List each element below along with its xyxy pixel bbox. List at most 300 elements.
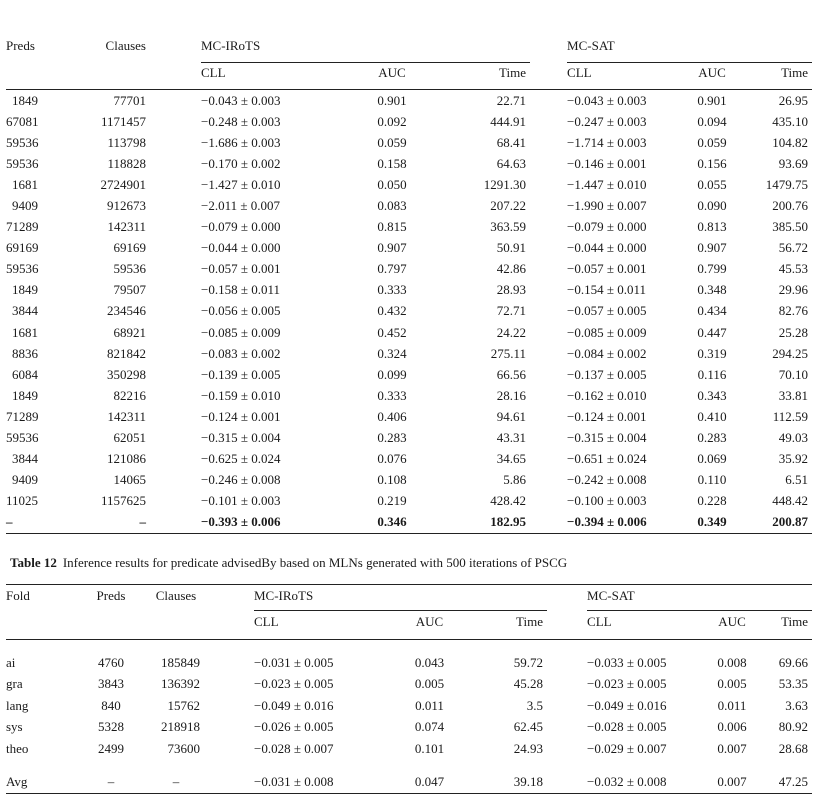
cell-cll-irots: −0.079 ± 0.000 <box>201 219 281 235</box>
cell-time-mcsat: 385.50 <box>772 219 809 235</box>
cell-cll-mcsat: −0.242 ± 0.008 <box>567 472 647 488</box>
caption-text: Inference results for predicate advisedBy based on MLNs generated with 500 iterations of PSCG <box>62 555 568 570</box>
cell-spacer <box>146 449 201 470</box>
cell-preds: 3844 <box>12 303 38 319</box>
cell-cll-mcsat: −0.315 ± 0.004 <box>567 430 647 446</box>
cell-fold: lang <box>6 697 29 713</box>
cell-cll-irots: −0.139 ± 0.005 <box>201 366 281 382</box>
table1-header-row-1 <box>6 34 812 63</box>
cell-time-mcsat: 45.53 <box>778 261 809 277</box>
cell-cll-irots: −0.043 ± 0.003 <box>201 92 281 108</box>
cell-auc-mcsat: 0.907 <box>697 240 727 256</box>
cell-cll-irots: −0.031 ± 0.005 <box>254 654 334 670</box>
cell-fold: sys <box>6 719 23 735</box>
cell-auc-mcsat: 0.434 <box>697 303 727 319</box>
cell-time-mcsat: 35.92 <box>778 451 809 467</box>
cell-clauses: 113798 <box>107 134 146 150</box>
cell-fold: theo <box>6 740 29 756</box>
cell-spacer <box>146 470 201 491</box>
cell-time-mcsat: 29.96 <box>778 282 809 298</box>
t2-summary-auc-mcsat: 0.007 <box>702 772 762 794</box>
cell-spacer <box>146 90 201 112</box>
cell-spacer <box>530 406 567 427</box>
cell-preds: 59536 <box>6 261 39 277</box>
cell-time-irots: 43.31 <box>496 430 527 446</box>
summary-label: – <box>6 512 38 534</box>
cell-auc-irots: 0.432 <box>377 303 407 319</box>
cell-time-irots: 1291.30 <box>483 176 527 192</box>
table-row <box>6 217 812 238</box>
cell-auc-mcsat: 0.005 <box>717 676 747 692</box>
cell-preds: 59536 <box>6 134 39 150</box>
cell-auc-mcsat: 0.007 <box>717 740 747 756</box>
cell-spacer <box>530 238 567 259</box>
cell-preds: 11025 <box>6 493 39 509</box>
cell-clauses: 77701 <box>113 92 146 108</box>
table-row <box>6 195 812 216</box>
cell-spacer <box>530 385 567 406</box>
cell-preds: 59536 <box>6 155 39 171</box>
cell-time-mcsat: 56.72 <box>778 240 809 256</box>
cell-spacer <box>146 153 201 174</box>
cell-preds: 71289 <box>6 408 39 424</box>
t2-header-cll-irots: CLL <box>254 611 392 640</box>
cell-spacer <box>530 217 567 238</box>
t2-header-auc-mcsat: AUC <box>702 611 762 640</box>
cell-spacer <box>530 428 567 449</box>
cell-auc-mcsat: 0.008 <box>717 654 747 670</box>
cell-clauses: 69169 <box>113 240 146 256</box>
cell-time-mcsat: 82.76 <box>778 303 809 319</box>
t2-header-cll-mcsat: CLL <box>587 611 702 640</box>
t2-header-group-mc-sat: MC-SAT <box>587 585 812 611</box>
caption-label: Table 12 <box>10 555 57 570</box>
header-cll-irots: CLL <box>201 63 349 90</box>
cell-spacer <box>530 132 567 153</box>
cell-spacer <box>146 195 201 216</box>
cell-spacer <box>530 449 567 470</box>
cell-time-irots: 94.61 <box>496 408 527 424</box>
cell-time-mcsat: 49.03 <box>778 430 809 446</box>
cell-spacer <box>206 717 254 739</box>
cell-time-irots: 363.59 <box>490 219 527 235</box>
cell-clauses: 2724901 <box>100 176 146 192</box>
cell-spacer <box>146 322 201 343</box>
cell-time-irots: 68.41 <box>496 134 527 150</box>
cell-cll-mcsat: −0.124 ± 0.001 <box>567 408 647 424</box>
cell-auc-irots: 0.452 <box>377 324 407 340</box>
cell-cll-mcsat: −0.162 ± 0.010 <box>567 387 647 403</box>
cell-clauses: 912673 <box>107 198 146 214</box>
cell-preds: 59536 <box>6 430 39 446</box>
cell-time-mcsat: 435.10 <box>772 113 809 129</box>
cell-spacer <box>530 174 567 195</box>
cell-cll-irots: −1.686 ± 0.003 <box>201 134 281 150</box>
cell-clauses: 136392 <box>161 676 200 692</box>
cell-clauses: 218918 <box>161 719 200 735</box>
cell-spacer <box>146 111 201 132</box>
cell-auc-irots: 0.092 <box>377 113 407 129</box>
t2-summary-cll-mcsat: −0.032 ± 0.008 <box>587 772 702 794</box>
results-table-2 <box>6 584 812 794</box>
cell-spacer <box>530 259 567 280</box>
cell-clauses: 121086 <box>107 451 146 467</box>
cell-auc-irots: 0.011 <box>415 697 444 713</box>
cell-spacer <box>530 90 567 112</box>
cell-auc-irots: 0.076 <box>377 451 407 467</box>
cell-spacer <box>530 343 567 364</box>
cell-cll-mcsat: −0.057 ± 0.001 <box>567 261 647 277</box>
table-row <box>6 695 812 717</box>
cell-auc-irots: 0.108 <box>377 472 407 488</box>
header-time-irots: Time <box>435 63 530 90</box>
t2-header-group-mc-irots: MC-IRoTS <box>254 585 547 611</box>
cell-cll-irots: −0.049 ± 0.016 <box>254 697 334 713</box>
cell-time-mcsat: 80.92 <box>778 719 809 735</box>
cell-clauses: 1171457 <box>100 113 146 129</box>
cell-cll-irots: −0.248 ± 0.003 <box>201 113 281 129</box>
t2-summary-clauses: – <box>146 772 206 794</box>
table-row <box>6 674 812 696</box>
cell-clauses: 14065 <box>113 472 146 488</box>
cell-preds: 67081 <box>6 113 39 129</box>
cell-cll-irots: −0.028 ± 0.007 <box>254 740 334 756</box>
cell-preds: 5328 <box>98 719 124 735</box>
cell-auc-mcsat: 0.348 <box>697 282 727 298</box>
cell-time-irots: 428.42 <box>490 493 527 509</box>
t2-header-time-mcsat: Time <box>762 611 812 640</box>
cell-spacer <box>146 217 201 238</box>
t2-header-fold: Fold <box>6 585 76 611</box>
cell-preds: 840 <box>101 697 121 713</box>
cell-time-irots: 72.71 <box>496 303 527 319</box>
cell-auc-mcsat: 0.901 <box>697 92 727 108</box>
table-row <box>6 301 812 322</box>
cell-spacer <box>530 111 567 132</box>
cell-cll-irots: −0.158 ± 0.011 <box>201 282 280 298</box>
cell-fold: gra <box>6 676 23 692</box>
cell-auc-mcsat: 0.006 <box>717 719 747 735</box>
cell-time-mcsat: 25.28 <box>778 324 809 340</box>
cell-cll-mcsat: −0.247 ± 0.003 <box>567 113 647 129</box>
cell-preds: 9409 <box>12 472 38 488</box>
cell-auc-mcsat: 0.319 <box>697 345 727 361</box>
summary-time-mcsat: 200.87 <box>741 512 812 534</box>
cell-spacer <box>530 195 567 216</box>
cell-auc-irots: 0.324 <box>377 345 407 361</box>
cell-auc-irots: 0.059 <box>377 134 407 150</box>
table2-summary-row <box>6 772 812 794</box>
cell-time-mcsat: 3.63 <box>785 697 809 713</box>
t2-summary-auc-irots: 0.047 <box>392 772 467 794</box>
cell-spacer <box>146 406 201 427</box>
cell-auc-irots: 0.005 <box>414 676 445 692</box>
summary-cll-irots: −0.393 ± 0.006 <box>201 512 349 534</box>
t2-summary-cll-irots: −0.031 ± 0.008 <box>254 772 392 794</box>
cell-spacer <box>547 652 587 674</box>
summary-clauses: – <box>38 512 146 534</box>
t2-header-clauses: Clauses <box>146 585 206 611</box>
header-auc-mcsat: AUC <box>683 63 741 90</box>
cell-spacer <box>146 364 201 385</box>
cell-auc-mcsat: 0.343 <box>697 387 727 403</box>
cell-preds: 2499 <box>98 740 124 756</box>
cell-cll-irots: −0.315 ± 0.004 <box>201 430 281 446</box>
cell-clauses: 73600 <box>167 740 200 756</box>
header-clauses: Clauses <box>105 38 146 53</box>
cell-spacer <box>206 695 254 717</box>
cell-time-mcsat: 1479.75 <box>765 176 809 192</box>
cell-time-irots: 207.22 <box>490 198 527 214</box>
cell-time-mcsat: 104.82 <box>772 134 809 150</box>
header-preds: Preds <box>6 38 35 53</box>
cell-cll-mcsat: −1.714 ± 0.003 <box>567 134 647 150</box>
cell-time-mcsat: 6.51 <box>785 472 809 488</box>
cell-time-mcsat: 28.68 <box>778 740 809 756</box>
cell-auc-irots: 0.158 <box>377 155 407 171</box>
cell-preds: 3844 <box>12 451 38 467</box>
table-row <box>6 738 812 760</box>
cell-cll-mcsat: −0.023 ± 0.005 <box>587 676 667 692</box>
header-group-mc-sat: MC-SAT <box>567 38 615 53</box>
cell-spacer <box>146 428 201 449</box>
cell-cll-mcsat: −0.085 ± 0.009 <box>567 324 647 340</box>
cell-spacer <box>146 301 201 322</box>
cell-cll-irots: −0.170 ± 0.002 <box>201 155 281 171</box>
cell-auc-irots: 0.815 <box>377 219 407 235</box>
table-row <box>6 90 812 112</box>
cell-spacer <box>146 491 201 512</box>
table-row <box>6 652 812 674</box>
cell-time-irots: 62.45 <box>513 719 544 735</box>
header-group-mc-irots: MC-IRoTS <box>201 38 261 53</box>
cell-auc-irots: 0.050 <box>377 176 407 192</box>
cell-cll-irots: −0.056 ± 0.005 <box>201 303 281 319</box>
table-row <box>6 280 812 301</box>
cell-auc-irots: 0.083 <box>377 198 407 214</box>
cell-time-irots: 5.86 <box>503 472 527 488</box>
cell-cll-irots: −0.044 ± 0.000 <box>201 240 281 256</box>
cell-time-mcsat: 69.66 <box>778 654 809 670</box>
cell-auc-mcsat: 0.283 <box>697 430 727 446</box>
cell-preds: 8836 <box>12 345 38 361</box>
cell-spacer <box>547 674 587 696</box>
table1-body <box>6 90 812 512</box>
cell-clauses: 142311 <box>107 219 146 235</box>
cell-fold: ai <box>6 654 16 670</box>
cell-spacer <box>530 470 567 491</box>
cell-time-irots: 66.56 <box>496 366 527 382</box>
cell-clauses: 234546 <box>107 303 146 319</box>
cell-auc-mcsat: 0.116 <box>697 366 727 382</box>
cell-auc-irots: 0.099 <box>377 366 407 382</box>
cell-clauses: 68921 <box>113 324 146 340</box>
cell-auc-irots: 0.901 <box>377 92 407 108</box>
header-cll-mcsat: CLL <box>567 63 683 90</box>
table-row <box>6 153 812 174</box>
cell-time-irots: 275.11 <box>490 345 527 361</box>
summary-auc-irots: 0.346 <box>349 512 435 534</box>
table1-header-row-2 <box>6 63 812 90</box>
table-row <box>6 174 812 195</box>
cell-auc-mcsat: 0.011 <box>717 697 747 713</box>
t2-header-preds: Preds <box>76 585 146 611</box>
cell-cll-irots: −1.427 ± 0.010 <box>201 176 281 192</box>
cell-time-irots: 28.93 <box>496 282 527 298</box>
cell-cll-irots: −0.026 ± 0.005 <box>254 719 334 735</box>
cell-cll-mcsat: −0.100 ± 0.003 <box>567 493 647 509</box>
cell-cll-irots: −0.083 ± 0.002 <box>201 345 281 361</box>
cell-cll-mcsat: −0.028 ± 0.005 <box>587 719 667 735</box>
cell-time-irots: 444.91 <box>490 113 527 129</box>
cell-cll-irots: −0.085 ± 0.009 <box>201 324 281 340</box>
table-row <box>6 343 812 364</box>
cell-cll-irots: −0.023 ± 0.005 <box>254 676 334 692</box>
cell-preds: 69169 <box>6 240 39 256</box>
cell-spacer <box>530 153 567 174</box>
cell-time-mcsat: 294.25 <box>772 345 809 361</box>
cell-cll-mcsat: −0.084 ± 0.002 <box>567 345 647 361</box>
table-row <box>6 385 812 406</box>
cell-cll-mcsat: −0.043 ± 0.003 <box>567 92 647 108</box>
cell-auc-mcsat: 0.090 <box>697 198 727 214</box>
cell-preds: 71289 <box>6 219 39 235</box>
cell-spacer <box>146 343 201 364</box>
cell-auc-mcsat: 0.094 <box>697 113 727 129</box>
cell-time-irots: 28.16 <box>496 387 527 403</box>
cell-time-mcsat: 26.95 <box>778 92 809 108</box>
table-row <box>6 449 812 470</box>
cell-auc-mcsat: 0.055 <box>697 176 727 192</box>
cell-clauses: 15762 <box>167 697 200 713</box>
cell-clauses: 118828 <box>107 155 146 171</box>
summary-cll-mcsat: −0.394 ± 0.006 <box>567 512 683 534</box>
cell-preds: 9409 <box>12 198 38 214</box>
cell-time-irots: 24.22 <box>496 324 527 340</box>
cell-auc-irots: 0.406 <box>377 408 407 424</box>
table-row <box>6 470 812 491</box>
cell-spacer <box>530 322 567 343</box>
cell-spacer <box>206 652 254 674</box>
cell-time-mcsat: 200.76 <box>772 198 809 214</box>
cell-time-irots: 64.63 <box>496 155 527 171</box>
cell-cll-irots: −0.625 ± 0.024 <box>201 451 281 467</box>
cell-time-irots: 22.71 <box>496 92 527 108</box>
cell-auc-irots: 0.333 <box>377 387 407 403</box>
cell-spacer <box>547 717 587 739</box>
table-row <box>6 259 812 280</box>
cell-spacer <box>146 174 201 195</box>
cell-auc-mcsat: 0.410 <box>697 408 727 424</box>
cell-spacer <box>146 259 201 280</box>
cell-preds: 6084 <box>12 366 38 382</box>
cell-auc-irots: 0.283 <box>377 430 407 446</box>
cell-spacer <box>206 738 254 760</box>
cell-cll-mcsat: −0.146 ± 0.001 <box>567 155 647 171</box>
cell-cll-irots: −0.246 ± 0.008 <box>201 472 281 488</box>
cell-auc-irots: 0.043 <box>414 654 445 670</box>
table-row <box>6 364 812 385</box>
cell-auc-irots: 0.907 <box>377 240 407 256</box>
cell-preds: 1681 <box>12 176 38 192</box>
cell-cll-mcsat: −0.029 ± 0.007 <box>587 740 667 756</box>
cell-spacer <box>146 238 201 259</box>
cell-cll-irots: −0.057 ± 0.001 <box>201 261 281 277</box>
summary-auc-mcsat: 0.349 <box>683 512 741 534</box>
cell-time-irots: 3.5 <box>526 697 544 713</box>
cell-time-mcsat: 93.69 <box>778 155 809 171</box>
cell-cll-irots: −0.124 ± 0.001 <box>201 408 281 424</box>
cell-preds: 1849 <box>12 92 38 108</box>
cell-preds: 1849 <box>12 282 38 298</box>
cell-time-mcsat: 70.10 <box>778 366 809 382</box>
cell-spacer <box>547 695 587 717</box>
table-row <box>6 111 812 132</box>
cell-auc-irots: 0.074 <box>414 719 445 735</box>
cell-time-irots: 24.93 <box>513 740 544 756</box>
cell-time-irots: 50.91 <box>496 240 527 256</box>
cell-cll-mcsat: −0.033 ± 0.005 <box>587 654 667 670</box>
table-row <box>6 132 812 153</box>
cell-auc-irots: 0.219 <box>377 493 407 509</box>
cell-cll-mcsat: −0.044 ± 0.000 <box>567 240 647 256</box>
cell-time-irots: 42.86 <box>496 261 527 277</box>
table-row <box>6 322 812 343</box>
cell-time-irots: 45.28 <box>513 676 544 692</box>
cell-spacer <box>547 738 587 760</box>
cell-clauses: 350298 <box>107 366 146 382</box>
cell-auc-mcsat: 0.447 <box>697 324 727 340</box>
cell-spacer <box>146 280 201 301</box>
cell-cll-mcsat: −0.137 ± 0.005 <box>567 366 647 382</box>
cell-auc-irots: 0.797 <box>377 261 407 277</box>
cell-auc-irots: 0.101 <box>414 740 445 756</box>
cell-auc-mcsat: 0.156 <box>697 155 727 171</box>
cell-auc-mcsat: 0.799 <box>697 261 727 277</box>
table-caption <box>10 555 567 571</box>
cell-clauses: 1157625 <box>100 493 146 509</box>
table2-body <box>6 652 812 760</box>
cell-cll-mcsat: −0.057 ± 0.005 <box>567 303 647 319</box>
cell-preds: 1681 <box>12 324 38 340</box>
cell-time-mcsat: 448.42 <box>772 493 809 509</box>
cell-clauses: 821842 <box>107 345 146 361</box>
cell-preds: 1849 <box>12 387 38 403</box>
t2-summary-time-irots: 39.18 <box>467 772 547 794</box>
cell-clauses: 59536 <box>113 261 146 277</box>
t2-summary-time-mcsat: 47.25 <box>762 772 812 794</box>
cell-spacer <box>530 280 567 301</box>
t2-summary-preds: – <box>76 772 146 794</box>
cell-auc-mcsat: 0.228 <box>697 493 727 509</box>
cell-cll-mcsat: −1.447 ± 0.010 <box>567 176 647 192</box>
header-auc-irots: AUC <box>349 63 435 90</box>
cell-cll-irots: −2.011 ± 0.007 <box>201 198 280 214</box>
cell-time-mcsat: 53.35 <box>778 676 809 692</box>
cell-clauses: 185849 <box>161 654 200 670</box>
cell-time-irots: 59.72 <box>513 654 544 670</box>
cell-auc-mcsat: 0.813 <box>697 219 727 235</box>
cell-cll-mcsat: −1.990 ± 0.007 <box>567 198 647 214</box>
cell-cll-irots: −0.101 ± 0.003 <box>201 493 281 509</box>
cell-clauses: 62051 <box>113 430 146 446</box>
t2-header-auc-irots: AUC <box>392 611 467 640</box>
table-row <box>6 406 812 427</box>
t2-header-time-irots: Time <box>467 611 547 640</box>
cell-auc-mcsat: 0.069 <box>697 451 727 467</box>
cell-spacer <box>530 364 567 385</box>
cell-cll-mcsat: −0.079 ± 0.000 <box>567 219 647 235</box>
